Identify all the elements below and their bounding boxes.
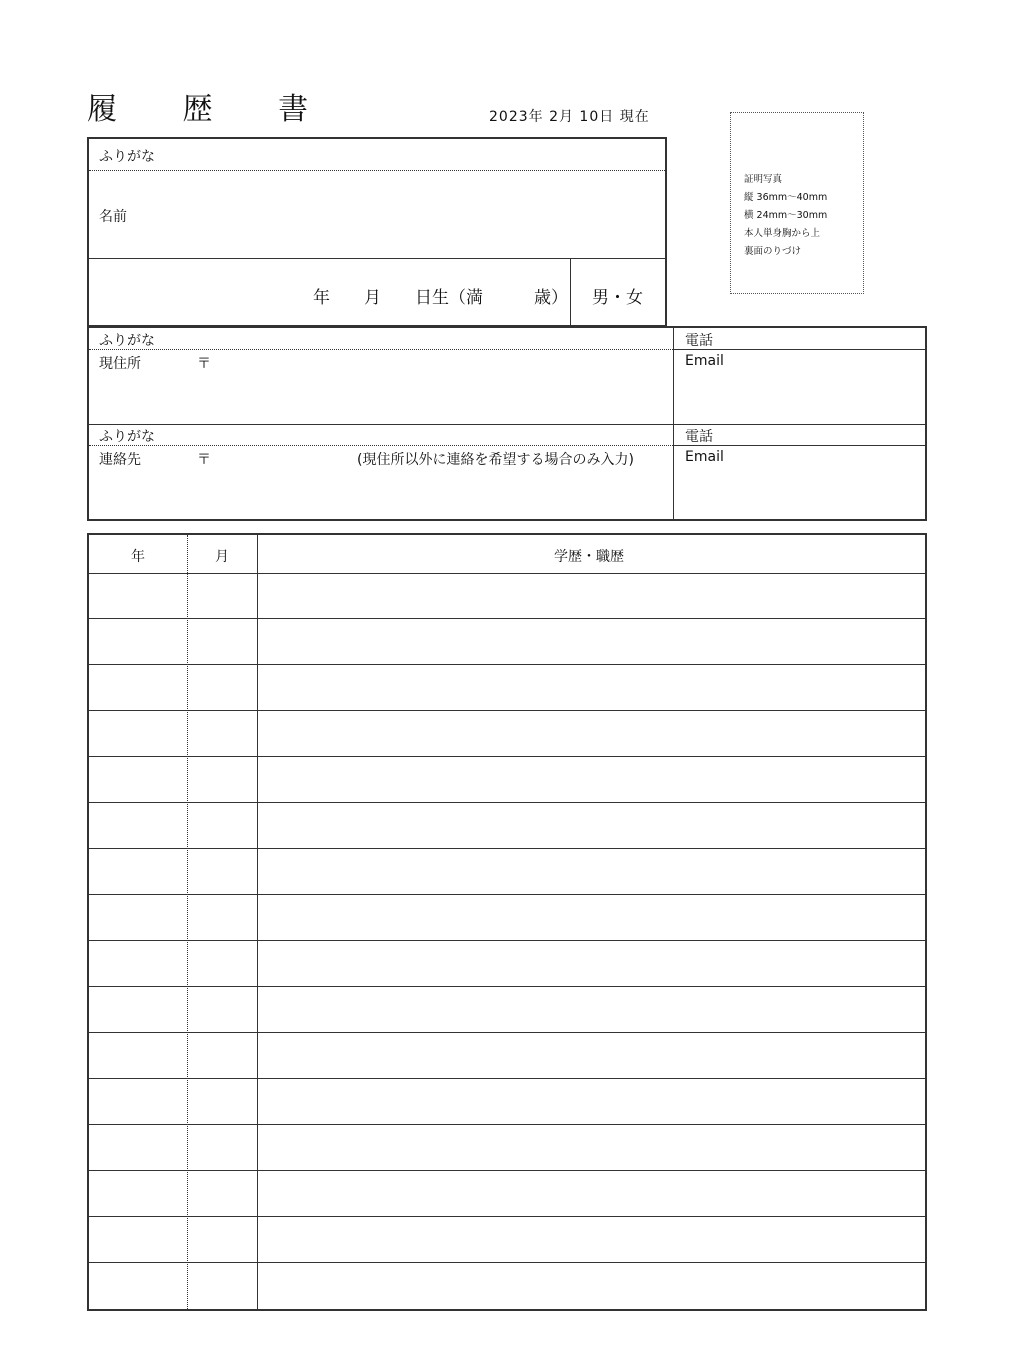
history-header-month: 月 bbox=[215, 549, 229, 565]
contact-email-field[interactable] bbox=[674, 468, 925, 518]
history-month-cell[interactable] bbox=[188, 895, 257, 940]
history-month-cell[interactable] bbox=[188, 1125, 257, 1170]
history-entry-cell[interactable] bbox=[258, 619, 925, 664]
history-table bbox=[87, 533, 927, 1311]
photo-caption-line: 証明写真 bbox=[744, 174, 783, 185]
history-header-year: 年 bbox=[131, 549, 145, 565]
name-section bbox=[87, 137, 667, 327]
photo-caption-line: 本人単身胸から上 bbox=[744, 228, 821, 239]
history-month-cell[interactable] bbox=[188, 849, 257, 894]
current-phone-label: 電話 bbox=[685, 333, 713, 349]
history-year-cell[interactable] bbox=[89, 895, 187, 940]
contact-postal-mark: 〒 bbox=[197, 452, 211, 468]
history-entry-cell[interactable] bbox=[258, 987, 925, 1032]
birth-gender-divider bbox=[570, 259, 571, 325]
history-month-cell[interactable] bbox=[188, 1263, 257, 1309]
contact-phone-label: 電話 bbox=[685, 429, 713, 445]
photo-caption-line: 横 24mm〜30mm bbox=[744, 210, 828, 221]
history-month-cell[interactable] bbox=[188, 573, 257, 618]
history-year-cell[interactable] bbox=[89, 987, 187, 1032]
history-row bbox=[89, 849, 925, 895]
history-year-cell[interactable] bbox=[89, 711, 187, 756]
history-month-cell[interactable] bbox=[188, 665, 257, 710]
history-month-cell[interactable] bbox=[188, 757, 257, 802]
history-entry-cell[interactable] bbox=[258, 757, 925, 802]
current-address-label: 現住所 bbox=[99, 356, 141, 372]
current-email-label: Email bbox=[685, 353, 724, 369]
history-row bbox=[89, 941, 925, 987]
history-year-cell[interactable] bbox=[89, 941, 187, 986]
history-year-cell[interactable] bbox=[89, 1171, 187, 1216]
history-year-cell[interactable] bbox=[89, 849, 187, 894]
gender-field[interactable]: 男・女 bbox=[592, 288, 643, 308]
history-header-entry: 学歴・職歴 bbox=[554, 549, 624, 565]
contact-phone-field[interactable] bbox=[674, 426, 925, 445]
month-entry-divider bbox=[257, 535, 258, 1309]
history-year-cell[interactable] bbox=[89, 665, 187, 710]
contact-note: (現住所以外に連絡を希望する場合のみ入力) bbox=[357, 452, 634, 468]
history-month-cell[interactable] bbox=[188, 803, 257, 848]
history-row bbox=[89, 1217, 925, 1263]
history-month-cell[interactable] bbox=[188, 711, 257, 756]
history-year-cell[interactable] bbox=[89, 1125, 187, 1170]
history-year-cell[interactable] bbox=[89, 619, 187, 664]
history-row bbox=[89, 573, 925, 619]
history-month-cell[interactable] bbox=[188, 1171, 257, 1216]
birthdate-field[interactable]: 年 月 日生（満 歳） bbox=[313, 288, 568, 308]
current-address-field[interactable] bbox=[89, 350, 673, 424]
name-furigana-field[interactable] bbox=[89, 139, 665, 171]
name-label: 名前 bbox=[99, 209, 127, 225]
history-year-cell[interactable] bbox=[89, 1033, 187, 1078]
page-title: 履 歴 書 bbox=[87, 92, 337, 127]
history-row bbox=[89, 895, 925, 941]
current-phone-field[interactable] bbox=[674, 328, 925, 349]
history-year-cell[interactable] bbox=[89, 573, 187, 618]
history-row bbox=[89, 619, 925, 665]
history-year-cell[interactable] bbox=[89, 1079, 187, 1124]
history-month-cell[interactable] bbox=[188, 1033, 257, 1078]
history-row bbox=[89, 665, 925, 711]
history-entry-cell[interactable] bbox=[258, 941, 925, 986]
history-header-row bbox=[89, 535, 925, 574]
history-entry-cell[interactable] bbox=[258, 1079, 925, 1124]
history-entry-cell[interactable] bbox=[258, 895, 925, 940]
contact-email-label: Email bbox=[685, 449, 724, 465]
history-entry-cell[interactable] bbox=[258, 573, 925, 618]
history-entry-cell[interactable] bbox=[258, 1217, 925, 1262]
photo-caption-line: 裏面のりづけ bbox=[744, 246, 802, 257]
photo-placeholder[interactable] bbox=[730, 112, 864, 294]
contact-address-field[interactable] bbox=[89, 468, 673, 518]
document-date[interactable]: 2023年 2月 10日 現在 bbox=[489, 109, 650, 125]
history-year-cell[interactable] bbox=[89, 803, 187, 848]
history-month-cell[interactable] bbox=[188, 941, 257, 986]
history-entry-cell[interactable] bbox=[258, 1171, 925, 1216]
history-row bbox=[89, 711, 925, 757]
history-year-cell[interactable] bbox=[89, 757, 187, 802]
history-year-cell[interactable] bbox=[89, 1263, 187, 1309]
history-entry-cell[interactable] bbox=[258, 1125, 925, 1170]
history-row bbox=[89, 1079, 925, 1125]
history-entry-cell[interactable] bbox=[258, 849, 925, 894]
history-row bbox=[89, 1263, 925, 1309]
history-year-cell[interactable] bbox=[89, 1217, 187, 1262]
history-row bbox=[89, 1125, 925, 1171]
history-month-cell[interactable] bbox=[188, 987, 257, 1032]
year-month-divider bbox=[187, 535, 188, 1309]
name-furigana-label: ふりがな bbox=[99, 149, 155, 165]
current-email-field[interactable] bbox=[674, 350, 925, 424]
history-month-cell[interactable] bbox=[188, 619, 257, 664]
history-entry-cell[interactable] bbox=[258, 711, 925, 756]
name-field[interactable] bbox=[89, 170, 665, 259]
history-entry-cell[interactable] bbox=[258, 665, 925, 710]
history-entry-cell[interactable] bbox=[258, 803, 925, 848]
history-row bbox=[89, 803, 925, 849]
current-furigana-label: ふりがな bbox=[99, 333, 155, 349]
contact-furigana-divider bbox=[89, 445, 673, 446]
history-entry-cell[interactable] bbox=[258, 1033, 925, 1078]
history-month-cell[interactable] bbox=[188, 1079, 257, 1124]
birth-row bbox=[89, 259, 665, 325]
contact-address-label: 連絡先 bbox=[99, 452, 141, 468]
history-entry-cell[interactable] bbox=[258, 1263, 925, 1309]
address-section bbox=[87, 326, 927, 521]
history-row bbox=[89, 987, 925, 1033]
contact-furigana-label: ふりがな bbox=[99, 429, 155, 445]
history-row bbox=[89, 1033, 925, 1079]
history-row bbox=[89, 1171, 925, 1217]
address-separator bbox=[89, 424, 925, 425]
history-row bbox=[89, 757, 925, 803]
current-postal-mark: 〒 bbox=[197, 356, 211, 372]
photo-caption-line: 縦 36mm〜40mm bbox=[744, 192, 828, 203]
history-month-cell[interactable] bbox=[188, 1217, 257, 1262]
